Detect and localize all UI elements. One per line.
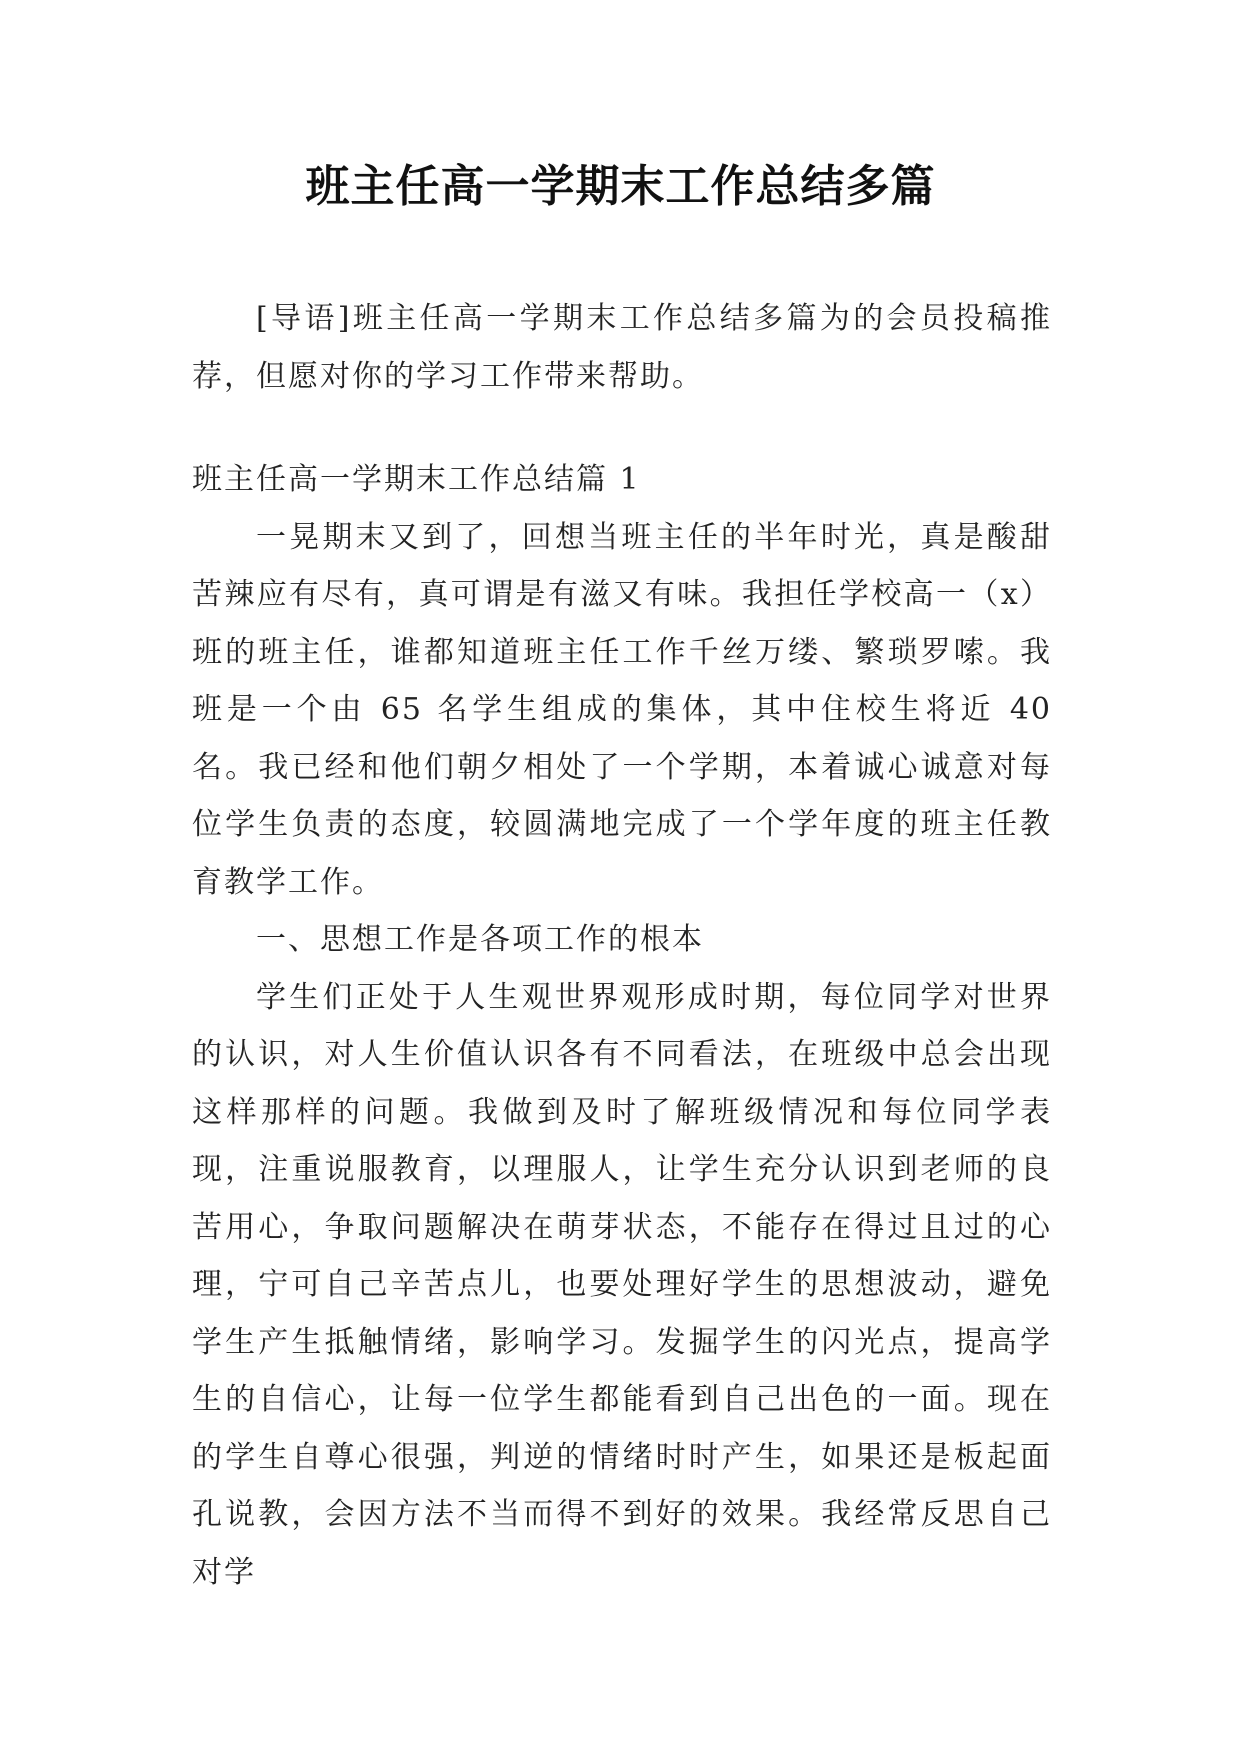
spacer bbox=[192, 405, 1052, 451]
subheading-1: 一、思想工作是各项工作的根本 bbox=[256, 922, 704, 957]
section-heading: 班主任高一学期末工作总结篇 1 bbox=[192, 462, 641, 497]
intro-paragraph: [导语]班主任高一学期末工作总结多篇为的会员投稿推荐，但愿对你的学习工作带来帮助。 bbox=[192, 301, 1052, 394]
document-body bbox=[192, 290, 1052, 1601]
body-paragraph-1: 一晃期末又到了，回想当班主任的半年时光，真是酸甜苦辣应有尽有，真可谓是有滋又有味。我担任学校高一（x）班的班主任，谁都知道班主任工作千丝万缕、繁琐罗嗦。我班是一个由 65 名学生组成的集体，其中住校生将近 40 名。我已经和他们朝夕相处了一个学期，本着诚心诚意对每位学生负责的态度，较圆满地完成了一个学年度的班主任教育教学工作。 bbox=[192, 519, 1052, 900]
body-paragraph-2: 学生们正处于人生观世界观形成时期，每位同学对世界的认识，对人生价值认识各有不同看法，在班级中总会出现这样那样的问题。我做到及时了解班级情况和每位同学表现，注重说服教育，以理服人，让学生充分认识到老师的良苦用心，争取问题解决在萌芽状态，不能存在得过且过的心理，宁可自己辛苦点儿，也要处理好学生的思想波动，避免学生产生抵触情绪，影响学习。发掘学生的闪光点，提高学生的自信心，让每一位学生都能看到自己出色的一面。现在的学生自尊心很强，判逆的情绪时时产生，如果还是板起面孔说教，会因方法不当而得不到好的效果。我经常反思自己对学 bbox=[192, 979, 1052, 1590]
document-title: 班主任高一学期末工作总结多篇 bbox=[305, 161, 936, 212]
